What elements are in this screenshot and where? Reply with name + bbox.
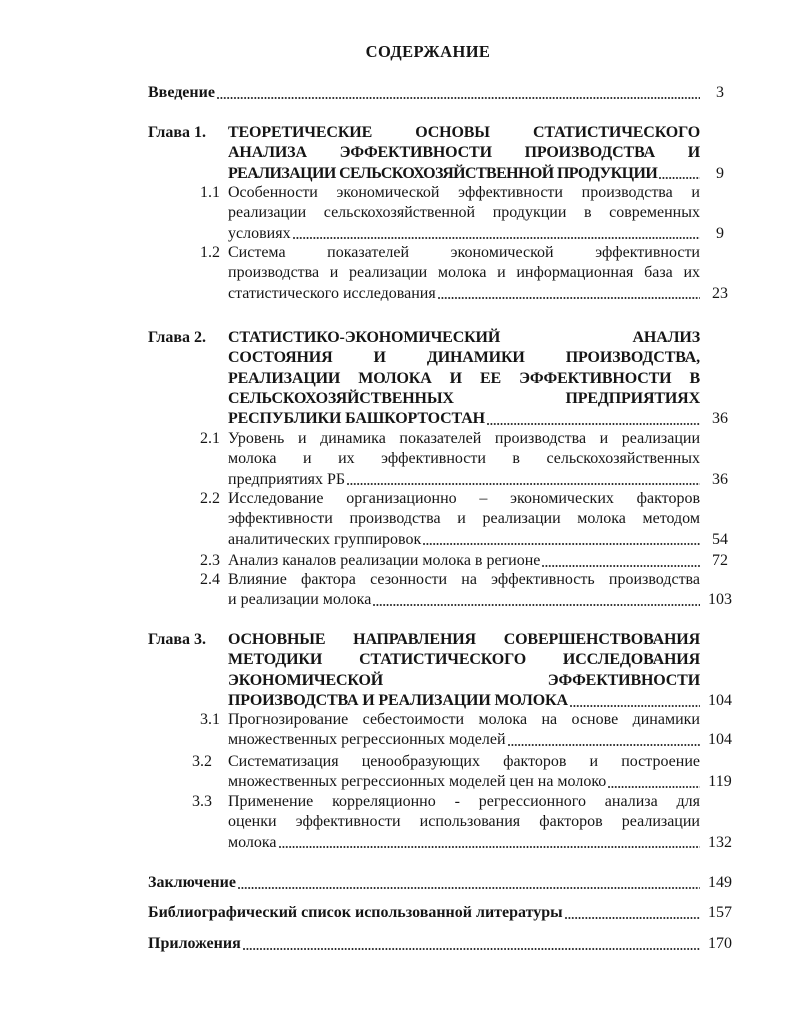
page-number: 3: [716, 84, 724, 101]
toc-section-3-3: [192, 792, 740, 853]
section-number: 1.1: [200, 184, 220, 201]
toc-section-1-1: [200, 183, 740, 244]
toc-section-2-4: [200, 570, 740, 611]
dot-leader: [608, 786, 700, 788]
page-number: 157: [708, 904, 732, 921]
chapter-title-line: ПРОИЗВОДСТВА И РЕАЛИЗАЦИИ МОЛОКА: [228, 691, 568, 709]
section-title-line: множественных регрессионных моделей: [228, 731, 506, 749]
section-title-last-line: [228, 284, 740, 304]
section-title-last-line: [228, 772, 740, 792]
section-title-line: молока: [228, 833, 277, 851]
chapter-title-line: МЕТОДИКИ СТАТИСТИЧЕСКОГО ИССЛЕДОВАНИЯ: [228, 651, 700, 669]
page-number: 170: [708, 935, 732, 952]
toc-chapter-2: [148, 328, 740, 429]
entry-label: Библиографический список использованной литературы: [148, 904, 563, 921]
section-title-line: Прогнозирование себестоимости молока на основе динамики: [228, 711, 700, 728]
page-number: 119: [708, 773, 732, 791]
chapter-title-line: ТЕОРЕТИЧЕСКИЕ ОСНОВЫ СТАТИСТИЧЕСКОГО: [228, 124, 700, 141]
chapter-title-last-line: [228, 164, 740, 184]
page-number: 9: [716, 164, 724, 182]
toc-entry-appendices: [148, 934, 740, 954]
section-number: 2.3: [200, 552, 220, 569]
toc-section-2-1: [200, 429, 740, 490]
page-number: 149: [708, 874, 732, 891]
section-title-line: эффективности производства и реализации молока методом: [228, 510, 700, 528]
toc-entry-introduction: [148, 83, 740, 103]
section-title-last-line: [228, 730, 740, 750]
chapter-label: Глава 2.: [148, 329, 206, 346]
chapter-title-line: ЭКОНОМИЧЕСКОЙ ЭФФЕКТИВНОСТИ: [228, 671, 700, 689]
dot-leader: [570, 705, 700, 707]
dot-leader: [542, 565, 700, 567]
dot-leader: [238, 887, 700, 889]
chapter-title-line: СОСТОЯНИЯ И ДИНАМИКИ ПРОИЗВОДСТВА,: [228, 349, 700, 367]
section-title-line: реализации сельскохозяйственной продукции в современных: [228, 204, 700, 222]
chapter-label: Глава 3.: [148, 631, 206, 648]
section-number: 1.2: [200, 244, 220, 261]
dot-leader: [243, 948, 700, 950]
section-title-line: аналитических группировок: [228, 530, 422, 548]
dot-leader: [487, 423, 700, 425]
toc-entry-conclusion: [148, 873, 740, 893]
chapter-title-line: СТАТИСТИКО-ЭКОНОМИЧЕСКИЙ АНАЛИЗ: [228, 329, 700, 346]
section-title-last-line: [228, 551, 740, 571]
section-title-line: Систематизация ценообразующих факторов и построение: [228, 753, 700, 770]
section-title-line: Анализ каналов реализации молока в регионе: [228, 552, 541, 569]
dot-leader: [508, 744, 700, 746]
section-title-line: Исследование организационно – экономических факторов: [228, 490, 700, 507]
section-title-last-line: [228, 590, 740, 610]
section-number: 3.2: [192, 753, 212, 770]
dot-leader: [565, 917, 700, 919]
section-title-line: Уровень и динамика показателей производства и реализации: [228, 430, 700, 447]
page-number: 72: [712, 552, 728, 569]
toc-section-1-2: [200, 243, 740, 304]
chapter-label: Глава 1.: [148, 124, 206, 141]
chapter-title-line: СЕЛЬСКОХОЗЯЙСТВЕННЫХ ПРЕДПРИЯТИЯХ: [228, 389, 700, 407]
page-title: СОДЕРЖАНИЕ: [365, 42, 491, 61]
section-title-line: предприятиях РБ: [228, 470, 346, 488]
dot-leader: [438, 297, 700, 299]
toc-section-2-2: [200, 489, 740, 550]
page-number: 36: [712, 410, 728, 428]
section-title-line: оценки эффективности использования факторов реализации: [228, 813, 700, 831]
toc-section-3-1: [200, 710, 740, 751]
dot-leader: [423, 543, 700, 545]
page-number: 23: [712, 284, 728, 302]
section-number: 2.1: [200, 430, 220, 447]
page-number: 104: [708, 691, 732, 709]
dot-leader: [659, 177, 700, 179]
chapter-title-line: РЕАЛИЗАЦИИ СЕЛЬСКОХОЗЯЙСТВЕННОЙ ПРОДУКЦИИ: [228, 164, 658, 182]
chapter-title-line: АНАЛИЗА ЭФФЕКТИВНОСТИ ПРОИЗВОДСТВА И: [228, 144, 700, 162]
section-title-line: Система показателей экономической эффективности: [228, 244, 700, 261]
toc-chapter-3: [148, 630, 740, 711]
section-title-line: условиях: [228, 224, 291, 242]
toc-chapter-1: [148, 123, 740, 184]
section-title-line: Применение корреляционно - регрессионного анализа для: [228, 793, 700, 810]
page-number: 103: [708, 591, 732, 609]
page-number: 36: [712, 470, 728, 488]
dot-leader: [217, 97, 700, 99]
chapter-title-last-line: [228, 691, 740, 711]
toc-section-3-2: [192, 752, 740, 793]
dot-leader: [373, 604, 700, 606]
page-number: 9: [716, 224, 724, 242]
section-title-line: производства и реализации молока и информационная база их: [228, 264, 700, 282]
entry-label: Приложения: [148, 935, 241, 952]
section-number: 2.2: [200, 490, 220, 507]
section-title-line: множественных регрессионных моделей цен на молоко: [228, 773, 607, 791]
section-title-line: молока и их эффективности в сельскохозяйственных: [228, 450, 700, 468]
page-number: 54: [712, 530, 728, 548]
dot-leader: [347, 483, 700, 485]
section-number: 2.4: [200, 571, 220, 588]
dot-leader: [293, 237, 700, 239]
page-number: 104: [708, 731, 732, 749]
section-number: 3.3: [192, 793, 212, 810]
section-title-line: Особенности экономической эффективности производства и: [228, 184, 700, 201]
chapter-title-line: РЕАЛИЗАЦИИ МОЛОКА И ЕЕ ЭФФЕКТИВНОСТИ В: [228, 369, 700, 387]
section-title-last-line: [228, 470, 740, 490]
chapter-title-line: ОСНОВНЫЕ НАПРАВЛЕНИЯ СОВЕРШЕНСТВОВАНИЯ: [228, 631, 700, 648]
page-number: 132: [708, 833, 732, 851]
section-title-line: и реализации молока: [228, 591, 372, 609]
chapter-title-last-line: [228, 409, 740, 429]
section-title-line: статистического исследования: [228, 284, 436, 302]
entry-label: Введение: [148, 84, 215, 101]
section-title-last-line: [228, 224, 740, 244]
section-title-line: Влияние фактора сезонности на эффективность производства: [228, 571, 700, 588]
toc-entry-bibliography: [148, 903, 740, 923]
toc-section-2-3: [200, 551, 740, 571]
section-number: 3.1: [200, 711, 220, 728]
chapter-title-line: РЕСПУБЛИКИ БАШКОРТОСТАН: [228, 410, 485, 428]
entry-label: Заключение: [148, 874, 236, 891]
dot-leader: [279, 846, 700, 848]
section-title-last-line: [228, 833, 740, 853]
section-title-last-line: [228, 530, 740, 550]
